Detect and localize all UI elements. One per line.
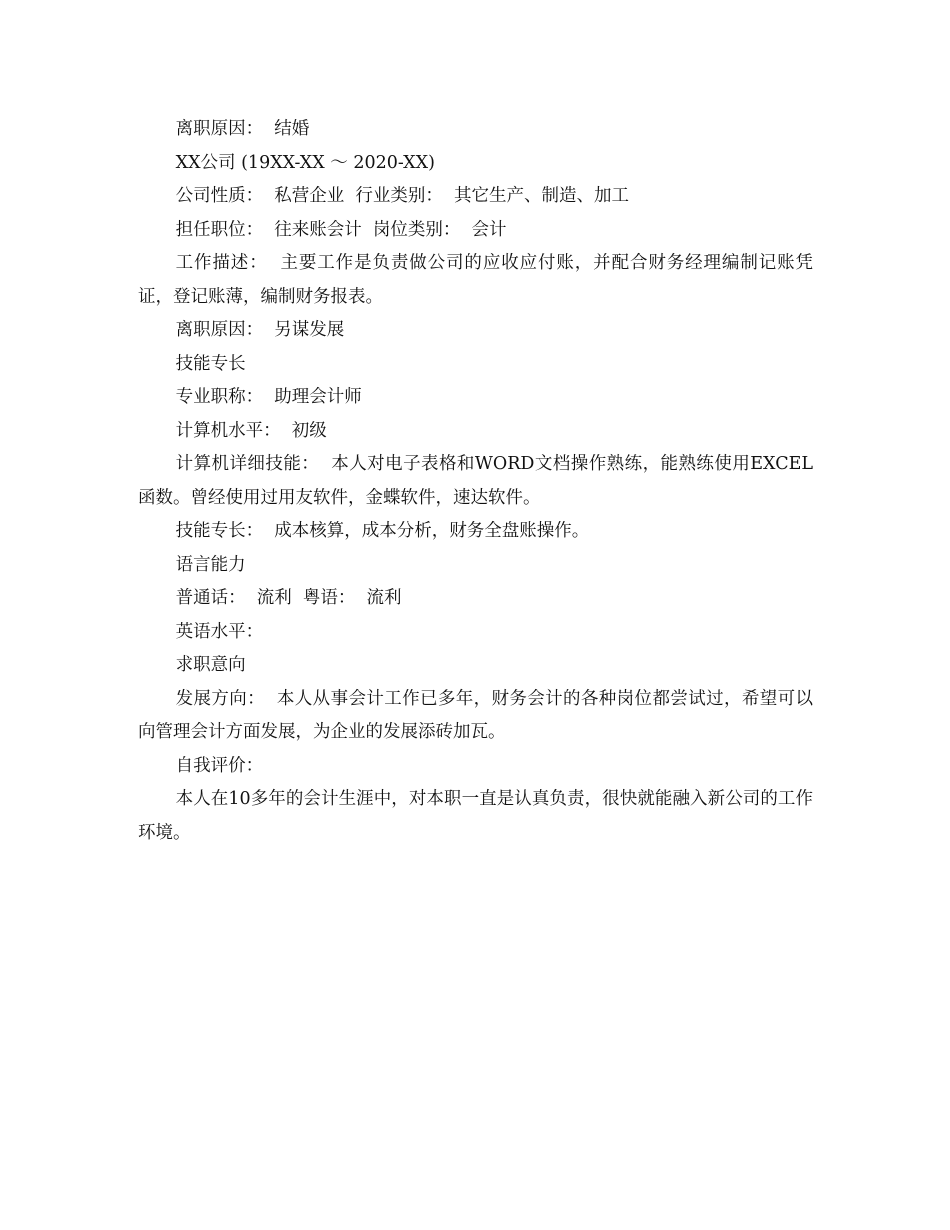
resume-paragraph: 工作描述： 主要工作是负责做公司的应收应付账，并配合财务经理编制记账凭证，登记账薄，编制财务报表。 xyxy=(138,253,813,307)
resume-paragraph: 公司性质： 私营企业 行业类别： 其它生产、制造、加工 xyxy=(175,186,629,206)
resume-paragraph: 计算机水平： 初级 xyxy=(175,420,327,441)
resume-paragraph: 发展方向： 本人从事会计工作已多年，财务会计的各种岗位都尝试过，希望可以向管理会计方面发展，为企业的发展添砖加瓦。 xyxy=(138,688,813,742)
resume-body xyxy=(138,113,813,850)
resume-paragraph: 离职原因： 结婚 xyxy=(175,119,310,139)
resume-paragraph: 离职原因： 另谋发展 xyxy=(175,320,345,340)
resume-paragraph: 普通话： 流利 粤语： 流利 xyxy=(175,588,402,608)
resume-paragraph: 本人在10多年的会计生涯中，对本职一直是认真负责，很快就能融入新公司的工作环境。 xyxy=(138,789,813,843)
resume-paragraph: XX公司 (19XX-XX ～ 2020-XX) xyxy=(175,152,435,173)
resume-paragraph: 计算机详细技能： 本人对电子表格和WORD文档操作熟练，能熟练使用EXCEL函数。曾经使用过用友软件，金蝶软件，速达软件。 xyxy=(138,454,813,508)
resume-paragraph: 技能专长： 成本核算，成本分析，财务全盘账操作。 xyxy=(175,521,590,541)
resume-paragraph: 自我评价： xyxy=(175,755,264,776)
resume-paragraph: 担任职位： 往来账会计 岗位类别： 会计 xyxy=(175,219,507,240)
section-heading-skills: 技能专长 xyxy=(175,353,246,374)
section-heading-job-intention: 求职意向 xyxy=(175,655,246,675)
resume-paragraph: 专业职称： 助理会计师 xyxy=(175,387,362,407)
resume-paragraph: 英语水平： xyxy=(175,621,264,642)
section-heading-language: 语言能力 xyxy=(175,554,246,575)
